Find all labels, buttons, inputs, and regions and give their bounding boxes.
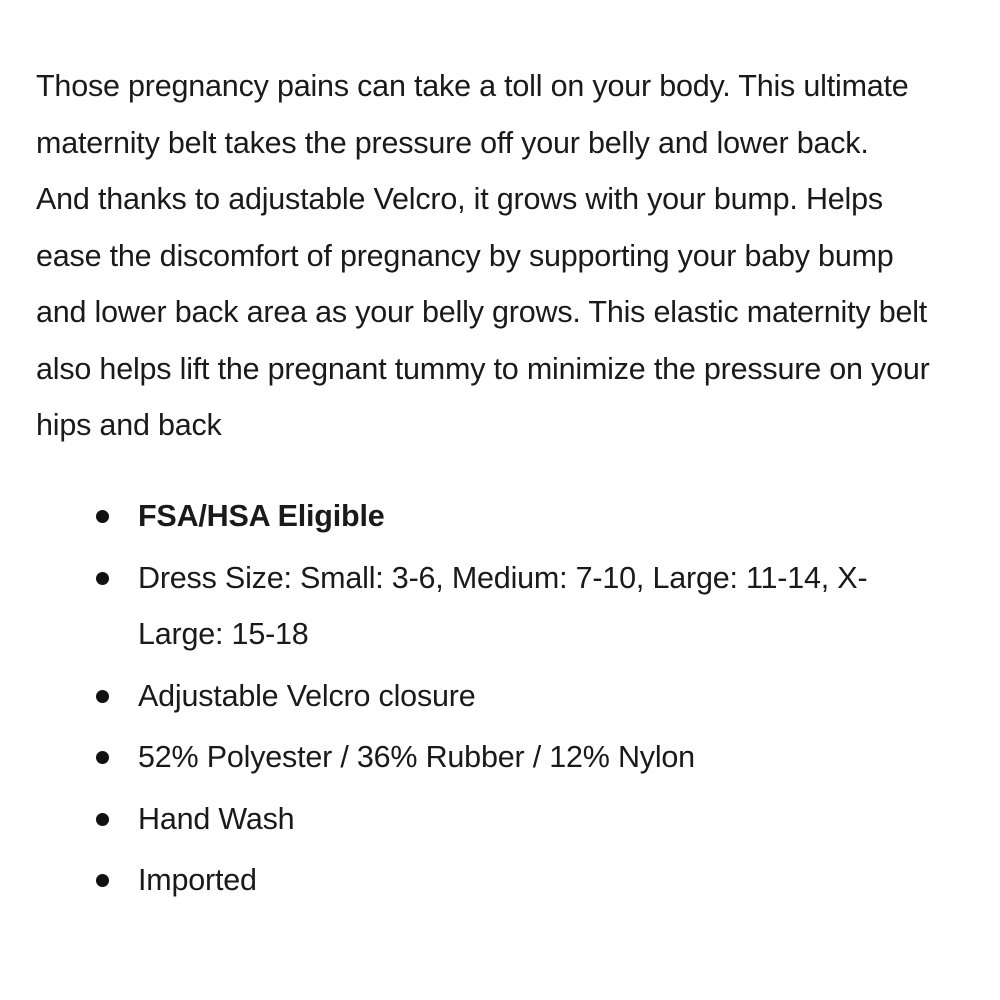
feature-item-care [0, 791, 1000, 848]
feature-list [0, 488, 1000, 909]
description-line: hips and back [36, 408, 222, 442]
feature-text: Hand Wash [138, 801, 295, 836]
bullet-icon [96, 813, 109, 826]
description-line: also helps lift the pregnant tummy to minimize the pressure on your [36, 351, 930, 386]
product-description [36, 58, 976, 454]
feature-item-closure [0, 668, 1000, 725]
feature-text: Dress Size: Small: 3-6, Medium: 7-10, Large: 11-14, X- [138, 560, 868, 595]
feature-text: FSA/HSA Eligible [138, 499, 385, 533]
description-line: ease the discomfort of pregnancy by supporting your baby bump [36, 238, 894, 273]
bullet-icon [96, 690, 109, 703]
feature-text: Adjustable Velcro closure [138, 678, 476, 713]
bullet-icon [96, 751, 109, 764]
description-line: And thanks to adjustable Velcro, it grows with your bump. Helps [36, 182, 883, 216]
feature-text: 52% Polyester / 36% Rubber / 12% Nylon [138, 740, 695, 774]
description-line: Those pregnancy pains can take a toll on your body. This ultimate [36, 69, 909, 103]
bullet-icon [96, 874, 109, 887]
feature-item-origin [0, 852, 1000, 909]
bullet-icon [96, 510, 109, 523]
feature-item-material [0, 729, 1000, 786]
description-line: maternity belt takes the pressure off your belly and lower back. [36, 125, 869, 160]
description-line: and lower back area as your belly grows. This elastic maternity belt [36, 295, 928, 329]
feature-text: Imported [138, 863, 257, 897]
feature-item-dress-size [0, 550, 1000, 663]
bullet-icon [96, 572, 109, 585]
feature-item-fsa-hsa [0, 488, 1000, 545]
feature-text: Large: 15-18 [138, 617, 309, 651]
